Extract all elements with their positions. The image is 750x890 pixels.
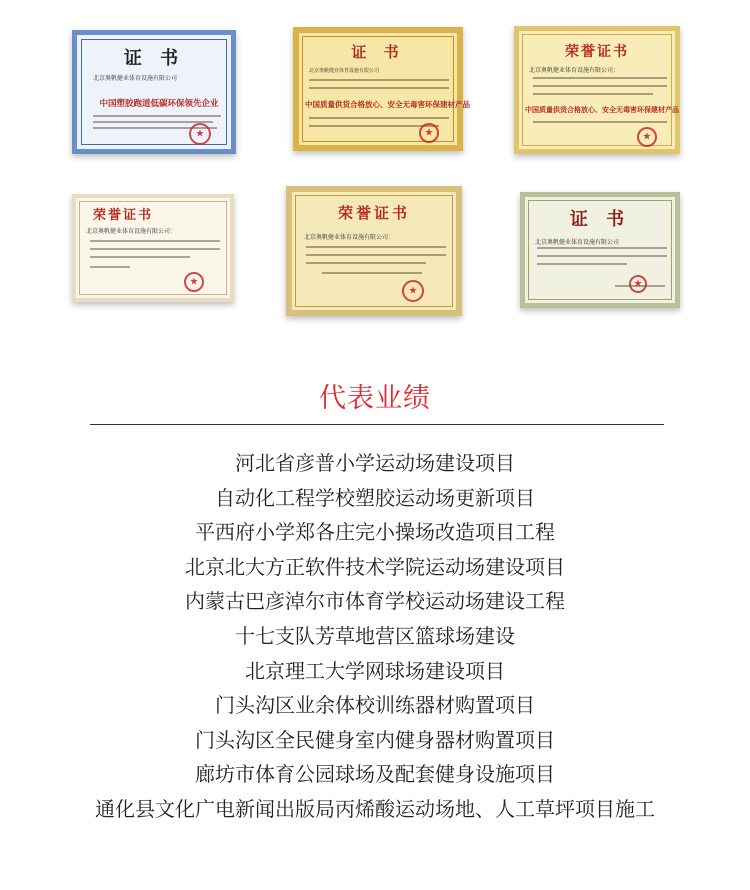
section-heading: 代表业绩 xyxy=(319,383,431,414)
project-item: 内蒙古巴彦淖尔市体育学校运动场建设工程 xyxy=(185,589,565,614)
certificate-company: 北京奥帆健业体育设施有限公司： xyxy=(304,234,395,241)
project-item: 平西府小学郑各庄完小操场改造项目工程 xyxy=(195,520,555,545)
project-item: 自动化工程学校塑胶运动场更新项目 xyxy=(215,485,535,510)
certificate-title: 荣誉证书 xyxy=(565,44,629,60)
certificate-title: 证 书 xyxy=(351,43,405,61)
project-list xyxy=(0,446,750,827)
project-item: 北京北大方正软件技术学院运动场建设项目 xyxy=(185,554,565,579)
certificate-award: 中国质量供货合格放心、安全无毒害环保建材产品 xyxy=(305,100,470,109)
project-item: 通化县文化广电新闻出版局丙烯酸运动场地、人工草坪项目施工 xyxy=(95,796,655,821)
certificate-image-3 xyxy=(514,26,680,154)
certificate-image-6 xyxy=(520,192,680,308)
certificate-title: 证 书 xyxy=(569,209,631,230)
project-item: 门头沟区业余体校训练器材购置项目 xyxy=(215,693,535,718)
project-item: 河北省彦普小学运动场建设项目 xyxy=(235,451,515,475)
certificate-company: 北京奥帆健业体育设施有限公司 xyxy=(309,68,380,74)
certificate-title: 荣誉证书 xyxy=(337,204,410,222)
certificate-title: 证 书 xyxy=(123,48,185,69)
certificate-award: 中国质量供货合格放心、安全无毒害环保建材产品 xyxy=(525,106,679,114)
certificate-image-4 xyxy=(72,194,234,302)
project-item: 廊坊市体育公园球场及配套健身设施项目 xyxy=(195,762,555,787)
certificate-image-2 xyxy=(293,27,470,151)
certificate-image-1 xyxy=(72,30,236,154)
project-item: 十七支队芳草地营区篮球场建设 xyxy=(235,623,515,648)
certificate-company: 北京奥帆健业体育设施有限公司： xyxy=(86,228,177,235)
divider xyxy=(90,424,664,425)
certificate-award: 中国塑胶跑道低碳环保领先企业 xyxy=(99,99,219,109)
certificate-company: 北京奥帆健业体育设施有限公司 xyxy=(535,239,620,246)
project-item: 门头沟区全民健身室内健身器材购置项目 xyxy=(195,727,555,752)
certificate-company: 北京奥帆健业体育设施有限公司 xyxy=(93,75,178,82)
certificate-company: 北京奥帆健业体育设施有限公司： xyxy=(529,67,620,74)
certificate-title: 荣誉证书 xyxy=(92,208,153,223)
project-item: 北京理工大学网球场建设项目 xyxy=(245,658,505,683)
certificate-image-5 xyxy=(286,186,462,316)
